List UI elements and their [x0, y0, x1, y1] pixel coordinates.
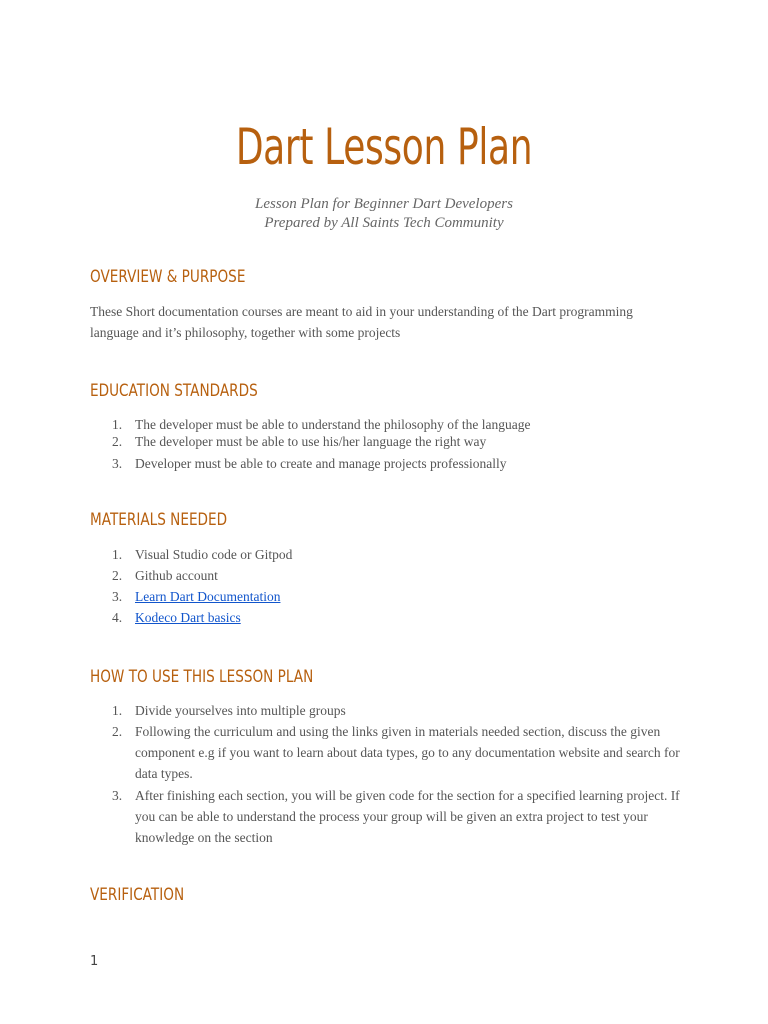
list-text: The developer must be able to understand the philosophy of the language — [135, 417, 531, 432]
list-item — [90, 565, 690, 586]
list-item — [90, 721, 690, 784]
list-text: Developer must be able to create and manage projects professionally — [135, 456, 507, 471]
overview-paragraph: These Short documentation courses are meant to aid in your understanding of the Dart programming language and it’s philosophy, together with some projects — [90, 304, 633, 340]
list-item — [90, 607, 690, 628]
list-number: 1. — [112, 703, 123, 718]
list-number: 1. — [112, 417, 123, 432]
list-number: 3. — [112, 589, 123, 604]
heading-overview: OVERVIEW & PURPOSE — [90, 267, 246, 287]
list-text: Visual Studio code or Gitpod — [135, 547, 293, 562]
heading-how-to-use: HOW TO USE THIS LESSON PLAN — [90, 667, 314, 687]
subtitle-line-1: Lesson Plan for Beginner Dart Developers — [255, 196, 513, 212]
list-text: Github account — [135, 568, 218, 583]
kodeco-dart-basics-link[interactable]: Kodeco Dart basics — [135, 610, 241, 625]
heading-education-standards: EDUCATION STANDARDS — [90, 381, 258, 401]
list-item — [90, 785, 690, 848]
list-text: The developer must be able to use his/her language the right way — [135, 434, 487, 449]
list-text: Following the curriculum and using the links given in materials needed section, discuss the given component e.g if you want to learn about data types, go to any documentation website and search for data types. — [135, 724, 680, 781]
list-item — [90, 453, 690, 474]
list-number: 3. — [112, 788, 123, 803]
list-item — [90, 431, 690, 452]
list-item — [90, 586, 690, 607]
heading-verification: VERIFICATION — [90, 885, 185, 905]
list-text: After finishing each section, you will be given code for the section for a specified learning project. If you can be able to understand the process your group will be given an extra project to test your knowledge on the section — [135, 788, 680, 845]
list-item — [90, 700, 690, 721]
list-number: 1. — [112, 547, 123, 562]
subtitle-line-2: Prepared by All Saints Tech Community — [264, 215, 504, 231]
list-number: 2. — [112, 434, 123, 449]
heading-materials-needed: MATERIALS NEEDED — [90, 510, 228, 530]
list-number: 4. — [112, 610, 123, 625]
list-item — [90, 544, 690, 565]
list-number: 2. — [112, 724, 123, 739]
list-number: 2. — [112, 568, 123, 583]
list-number: 3. — [112, 456, 123, 471]
page-title: Dart Lesson Plan — [235, 118, 533, 176]
learn-dart-documentation-link[interactable]: Learn Dart Documentation — [135, 589, 281, 604]
page-number: 1 — [90, 954, 99, 969]
list-text: Divide yourselves into multiple groups — [135, 703, 346, 718]
